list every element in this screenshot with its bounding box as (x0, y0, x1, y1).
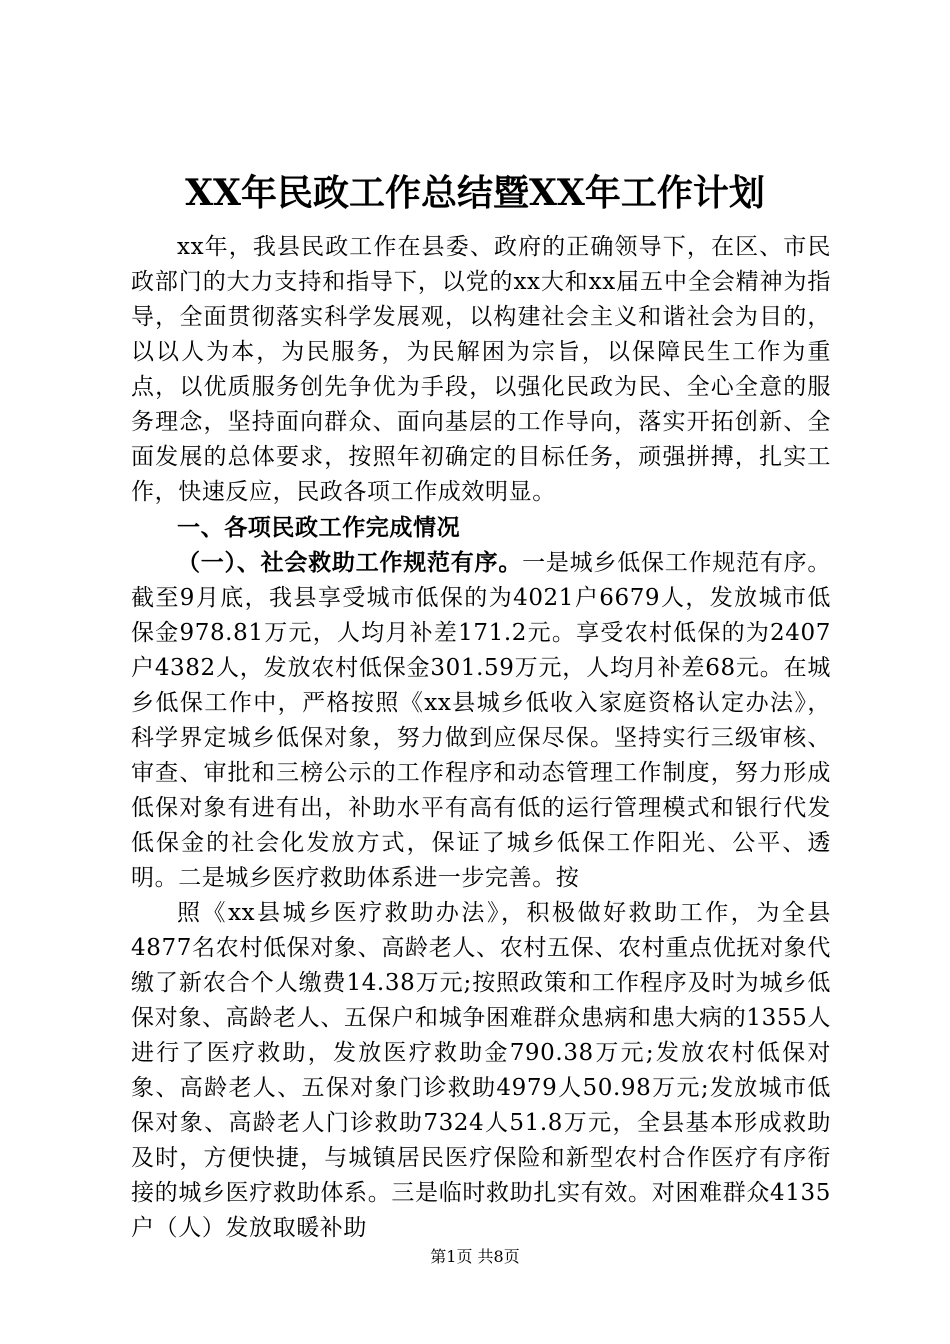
page-footer: 第1页 共8页 (430, 1247, 520, 1266)
subsection-paragraph (131, 545, 831, 896)
subsection-heading: （一）、社会救助工作规范有序。 (177, 549, 523, 576)
document-body (131, 230, 831, 1246)
section-heading: 一、各项民政工作完成情况 (177, 514, 461, 541)
intro-paragraph: xx年，我县民政工作在县委、政府的正确领导下，在区、市民政部门的大力支持和指导下，以党的xx大和xx届五中全会精神为指导，全面贯彻落实科学发展观，以构建社会主义和谐社会为目的，以以人为本，为民服务，为民解困为宗旨，以保障民生工作为重点，以优质服务创先争优为手段，以强化民政为民、全心全意的服务理念，坚持面向群众、面向基层的工作导向，落实开拓创新、全面发展的总体要求，按照年初确定的目标任务，顽强拼搏，扎实工作，快速反应，民政各项工作成效明显。 (131, 234, 831, 505)
document-title: XX年民政工作总结暨XX年工作计划 (185, 172, 765, 214)
medical-aid-paragraph: 照《xx县城乡医疗救助办法》，积极做好救助工作，为全县4877名农村低保对象、高龄老人、农村五保、农村重点优抚对象代缴了新农合个人缴费14.38万元;按照政策和工作程序及时为城乡低保对象、高龄老人、五保户和城争困难群众患病和患大病的1355人进行了医疗救助，发放医疗救助金790.38万元;发放农村低保对象、高龄老人、五保对象门诊救助4979人50.98万元;发放城市低保对象、高龄老人门诊救助7324人51.8万元，全县基本形成救助及时，方便快捷，与城镇居民医疗保险和新型农村合作医疗有序衔接的城乡医疗救助体系。三是临时救助扎实有效。对困难群众4135户（人）发放取暖补助 (131, 900, 831, 1241)
subsection-text: 一是城乡低保工作规范有序。截至9月底，我县享受城市低保的为4021户6679人，发放城市低保金978.81万元，人均月补差171.2元。享受农村低保的为2407户4382人，发放农村低保金301.59万元，人均月补差68元。在城乡低保工作中，严格按照《xx县城乡低收入家庭资格认定办法》，科学界定城乡低保对象，努力做到应保尽保。坚持实行三级审核、审查、审批和三榜公示的工作程序和动态管理工作制度，努力形成低保对象有进有出，补助水平有高有低的运行管理模式和银行代发低保金的社会化发放方式，保证了城乡低保工作阳光、公平、透明。二是城乡医疗救助体系进一步完善。按 (131, 550, 831, 891)
